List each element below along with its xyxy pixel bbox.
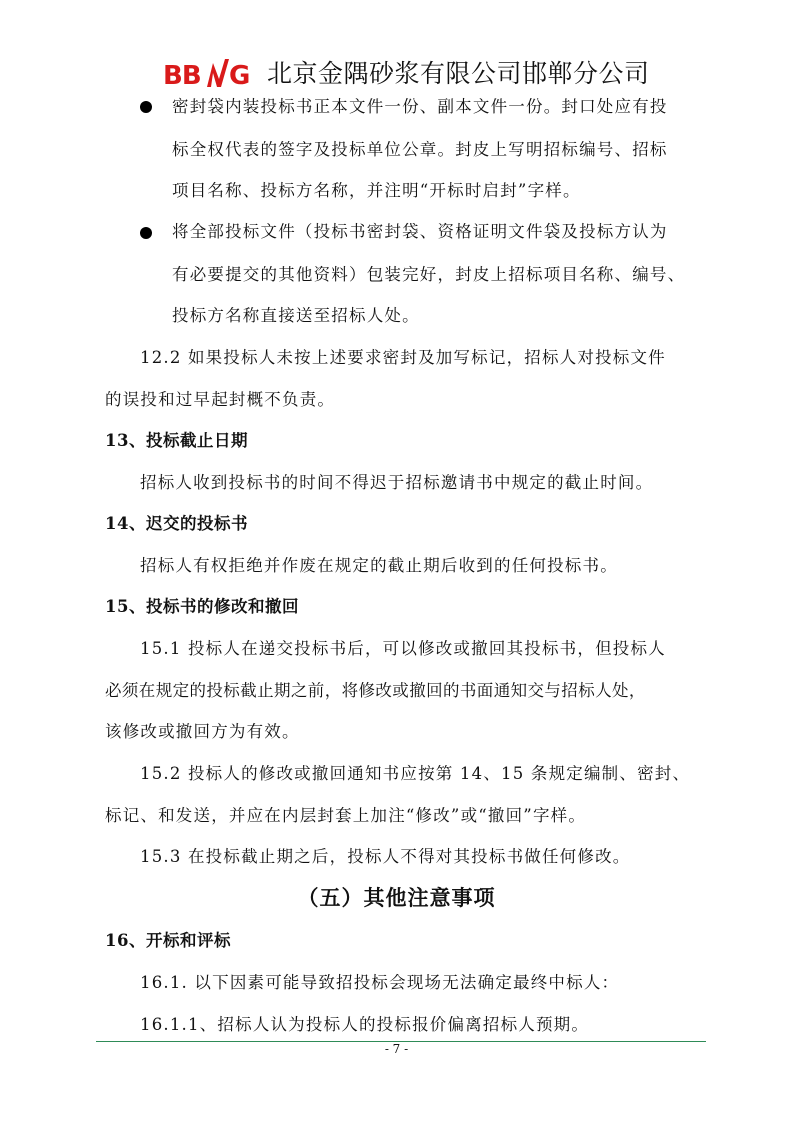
bullet1-line2: 标全权代表的签字及投标单位公章。封皮上写明招标编号、招标 (172, 140, 668, 159)
bullet2-line1: 将全部投标文件（投标书密封袋、资格证明文件袋及投标方认为 (172, 222, 668, 241)
bullet2-line2: 有必要提交的其他资料）包装完好，封皮上招标项目名称、编号、 (172, 265, 686, 284)
para-15-1-line1: 15.1 投标人在递交投标书后，可以修改或撤回其投标书，但投标人 (140, 639, 666, 658)
para-15-1-line3: 该修改或撤回方为有效。 (105, 722, 300, 741)
heading-13: 13、投标截止日期 (105, 431, 248, 450)
para-15-3: 15.3 在投标截止期之后，投标人不得对其投标书做任何修改。 (140, 847, 631, 866)
para-16-1: 16.1. 以下因素可能导致招投标会现场无法确定最终中标人： (140, 973, 620, 992)
svg-text:BB: BB (163, 61, 201, 91)
para-14: 招标人有权拒绝并作废在规定的截止期后收到的任何投标书。 (140, 556, 618, 575)
heading-16: 16、开标和评标 (105, 931, 231, 950)
bullet-dot (140, 227, 152, 239)
section-title-5: （五）其他注意事项 (297, 885, 496, 910)
para-15-2-line2: 标记、和发送，并应在内层封套上加注“修改”或“撤回”字样。 (105, 806, 587, 825)
para-16-1-1: 16.1.1、招标人认为投标人的投标报价偏离招标人预期。 (140, 1015, 590, 1034)
bullet2-line3: 投标方名称直接送至招标人处。 (172, 306, 420, 325)
para-15-2-line1: 15.2 投标人的修改或撤回通知书应按第 14、15 条规定编制、密封、 (140, 764, 691, 783)
bullet-dot (140, 101, 152, 113)
heading-15: 15、投标书的修改和撤回 (105, 597, 299, 616)
page-header (163, 56, 650, 92)
company-name: 北京金隅砂浆有限公司邯郸分公司 (267, 59, 650, 88)
heading-14: 14、迟交的投标书 (105, 514, 248, 533)
para-15-1-line2: 必须在规定的投标截止期之前，将修改或撤回的书面通知交与招标人处， (105, 681, 646, 700)
company-logo (163, 57, 259, 91)
page-number: - 7 - (384, 1042, 409, 1056)
para-12-2-line1: 12.2 如果投标人未按上述要求密封及加写标记，招标人对投标文件 (140, 348, 666, 367)
para-12-2-line2: 的误投和过早起封概不负责。 (105, 390, 336, 409)
bullet1-line1: 密封袋内装投标书正本文件一份、副本文件一份。封口处应有投 (172, 97, 668, 116)
bbmg-logo-icon (163, 57, 259, 91)
bullet1-line3: 项目名称、投标方名称，并注明“开标时启封”字样。 (172, 181, 581, 200)
svg-text:G: G (229, 61, 251, 91)
para-13: 招标人收到投标书的时间不得迟于招标邀请书中规定的截止时间。 (140, 473, 654, 492)
